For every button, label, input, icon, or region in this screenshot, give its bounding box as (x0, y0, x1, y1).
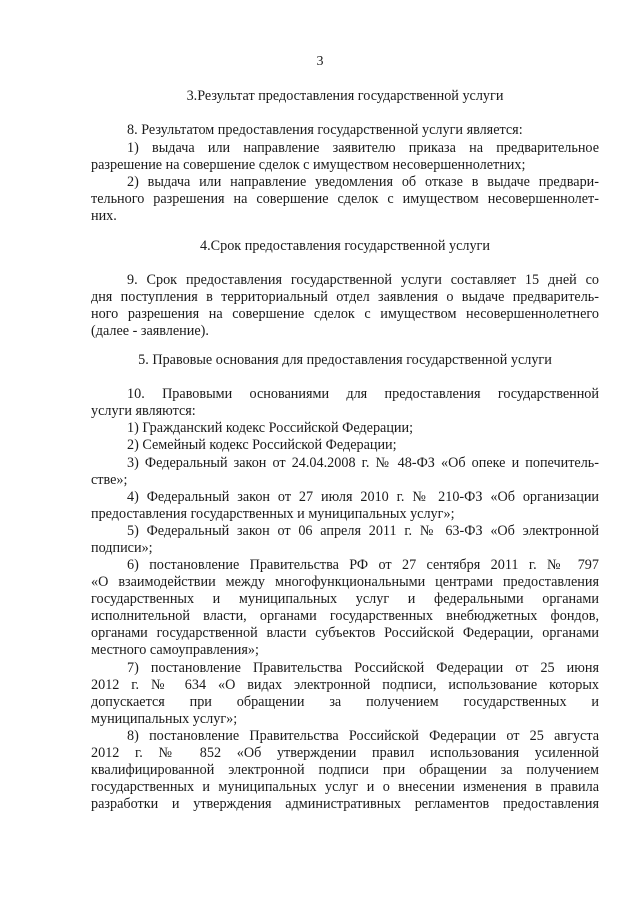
paragraph-line: 2) выдача или направление уведомления об отказе в выдаче предвари- (127, 174, 599, 190)
list-item: 4) Федеральный закон от 27 июля 2010 г. № 210-ФЗ «Об организации (127, 489, 599, 505)
paragraph-line: квалифицированной электронной подписи при обращении за получением (91, 762, 599, 778)
list-item: 1) Гражданский кодекс Российской Федерации; (127, 420, 414, 436)
paragraph-line: местного самоуправления»; (91, 642, 259, 658)
paragraph-line: 9. Срок предоставления государственной услуги составляет 15 дней со (127, 272, 599, 288)
paragraph-line: органами государственной власти субъектов Российской Федерации, органами (91, 625, 599, 641)
paragraph-line: 1) выдача или направление заявителю приказа на предварительное (127, 140, 599, 156)
paragraph-line: тельного разрешения на совершение сделок с имуществом несовершеннолет- (91, 191, 599, 207)
paragraph-line: государственных и муниципальных услуг и федеральными органами (91, 591, 599, 607)
paragraph-line: «О взаимодействии между многофункциональными центрами предоставления (91, 574, 599, 590)
list-item: 8) постановление Правительства Российской Федерации от 25 августа (127, 728, 599, 744)
paragraph-line: (далее - заявление). (91, 323, 209, 339)
section-5-heading: 5. Правовые основания для предоставления государственной услуги (138, 352, 552, 368)
paragraph-line: государственных и муниципальных услуг и о внесении изменения в правила (91, 779, 599, 795)
paragraph-line: них. (91, 208, 117, 224)
paragraph-line: муниципальных услуг»; (91, 711, 238, 727)
paragraph-line: ного разрешения на совершение сделок с имуществом несовершеннолетнего (91, 306, 599, 322)
paragraph-line: стве»; (91, 472, 128, 488)
list-item: 6) постановление Правительства РФ от 27 сентября 2011 г. № 797 (127, 557, 599, 573)
list-item: 5) Федеральный закон от 06 апреля 2011 г. № 63-ФЗ «Об электронной (127, 523, 599, 539)
paragraph-line: предоставления государственных и муниципальных услуг»; (91, 506, 455, 522)
list-item: 2) Семейный кодекс Российской Федерации; (127, 437, 397, 453)
paragraph-line: 8. Результатом предоставления государственной услуги является: (127, 122, 523, 138)
paragraph-line: 2012 г. № 852 «Об утверждении правил использования усиленной (91, 745, 599, 761)
paragraph-line: дня поступления в территориальный отдел заявления о выдаче предваритель- (91, 289, 599, 305)
paragraph-line: допускается при обращении за получением государственных и (91, 694, 599, 710)
paragraph-line: 10. Правовыми основаниями для предоставления государственной (127, 386, 599, 402)
section-3-heading: 3.Результат предоставления государственной услуги (186, 88, 504, 104)
paragraph-line: подписи»; (91, 540, 153, 556)
paragraph-line: 2012 г. № 634 «О видах электронной подписи, использование которых (91, 677, 599, 693)
list-item: 3) Федеральный закон от 24.04.2008 г. № 48-ФЗ «Об опеке и попечитель- (127, 455, 599, 471)
list-item: 7) постановление Правительства Российской Федерации от 25 июня (127, 660, 599, 676)
section-4-heading: 4.Срок предоставления государственной услуги (200, 238, 490, 254)
paragraph-line: разрешение на совершение сделок с имуществом несовершеннолетних; (91, 157, 526, 173)
paragraph-line: исполнительной власти, органами государственных внебюджетных фондов, (91, 608, 599, 624)
paragraph-line: разработки и утверждения административных регламентов предоставления (91, 796, 599, 812)
paragraph-line: услуги являются: (91, 403, 196, 419)
page-number: 3 (316, 54, 324, 69)
